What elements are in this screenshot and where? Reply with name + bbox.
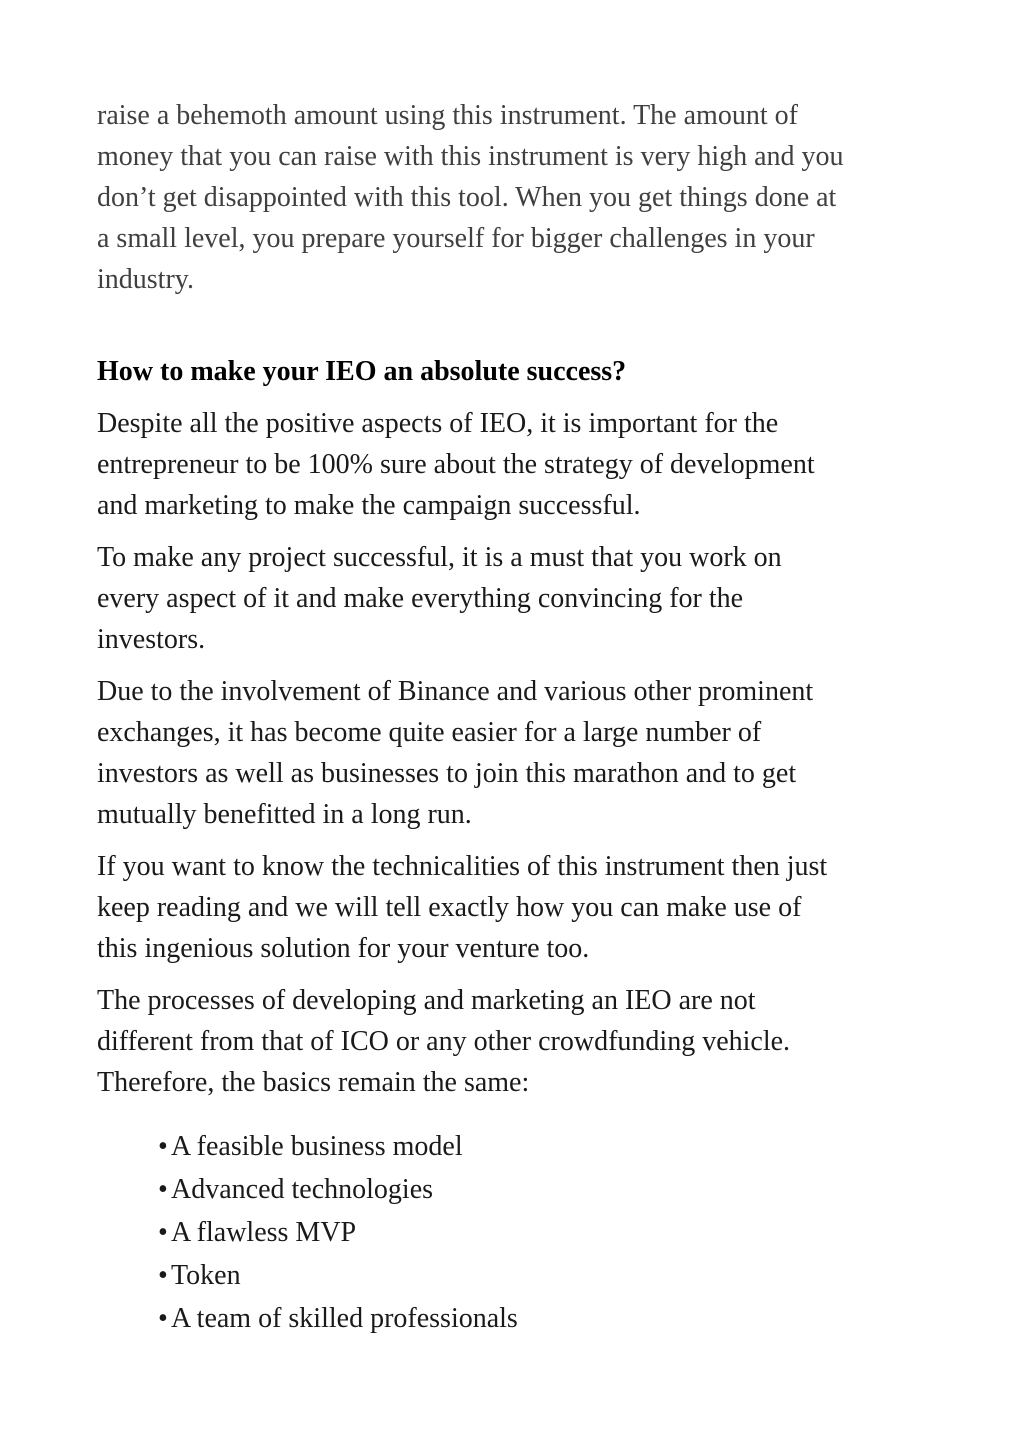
list-item-text: Token [171, 1260, 241, 1291]
list-item-text: A flawless MVP [171, 1217, 357, 1248]
body-paragraph: If you want to know the technicalities of this instrument then just keep reading and we will tell exactly how you can make use of this ingenious solution for your venture too. [97, 851, 828, 964]
intro-paragraph: raise a behemoth amount using this instrument. The amount of money that you can raise with this instrument is very high and you don’t get disappointed with this tool. When you get things done at a small level, you prepare yourself for bigger challenges in your industry. [97, 100, 844, 295]
list-item [158, 1168, 927, 1211]
bullet-marker: • [158, 1174, 168, 1205]
list-item-text: Advanced technologies [171, 1174, 434, 1205]
list-item-text: A team of skilled professionals [171, 1303, 518, 1334]
bullet-marker: • [158, 1131, 168, 1162]
body-paragraph: Despite all the positive aspects of IEO, it is important for the entrepreneur to be 100% sure about the strategy of development and marketing to make the campaign successful. [97, 408, 815, 521]
bullet-marker: • [158, 1303, 168, 1334]
list-item [158, 1297, 927, 1340]
section-heading: How to make your IEO an absolute success? [97, 356, 627, 387]
bullet-marker: • [158, 1217, 168, 1248]
body-paragraph: Due to the involvement of Binance and various other prominent exchanges, it has become quite easier for a large number of investors as well as businesses to join this marathon and to get mutually benefitted in a long run. [97, 676, 814, 830]
bullet-list [97, 1125, 927, 1340]
document-page [97, 95, 927, 1340]
bullet-marker: • [158, 1260, 168, 1291]
list-item-text: A feasible business model [171, 1131, 463, 1162]
list-item [158, 1211, 927, 1254]
list-item [158, 1125, 927, 1168]
list-item [158, 1254, 927, 1297]
body-paragraph: The processes of developing and marketing an IEO are not different from that of ICO or any other crowdfunding vehicle. Therefore, the basics remain the same: [97, 985, 791, 1098]
body-paragraph: To make any project successful, it is a must that you work on every aspect of it and make everything convincing for the investors. [97, 542, 782, 655]
